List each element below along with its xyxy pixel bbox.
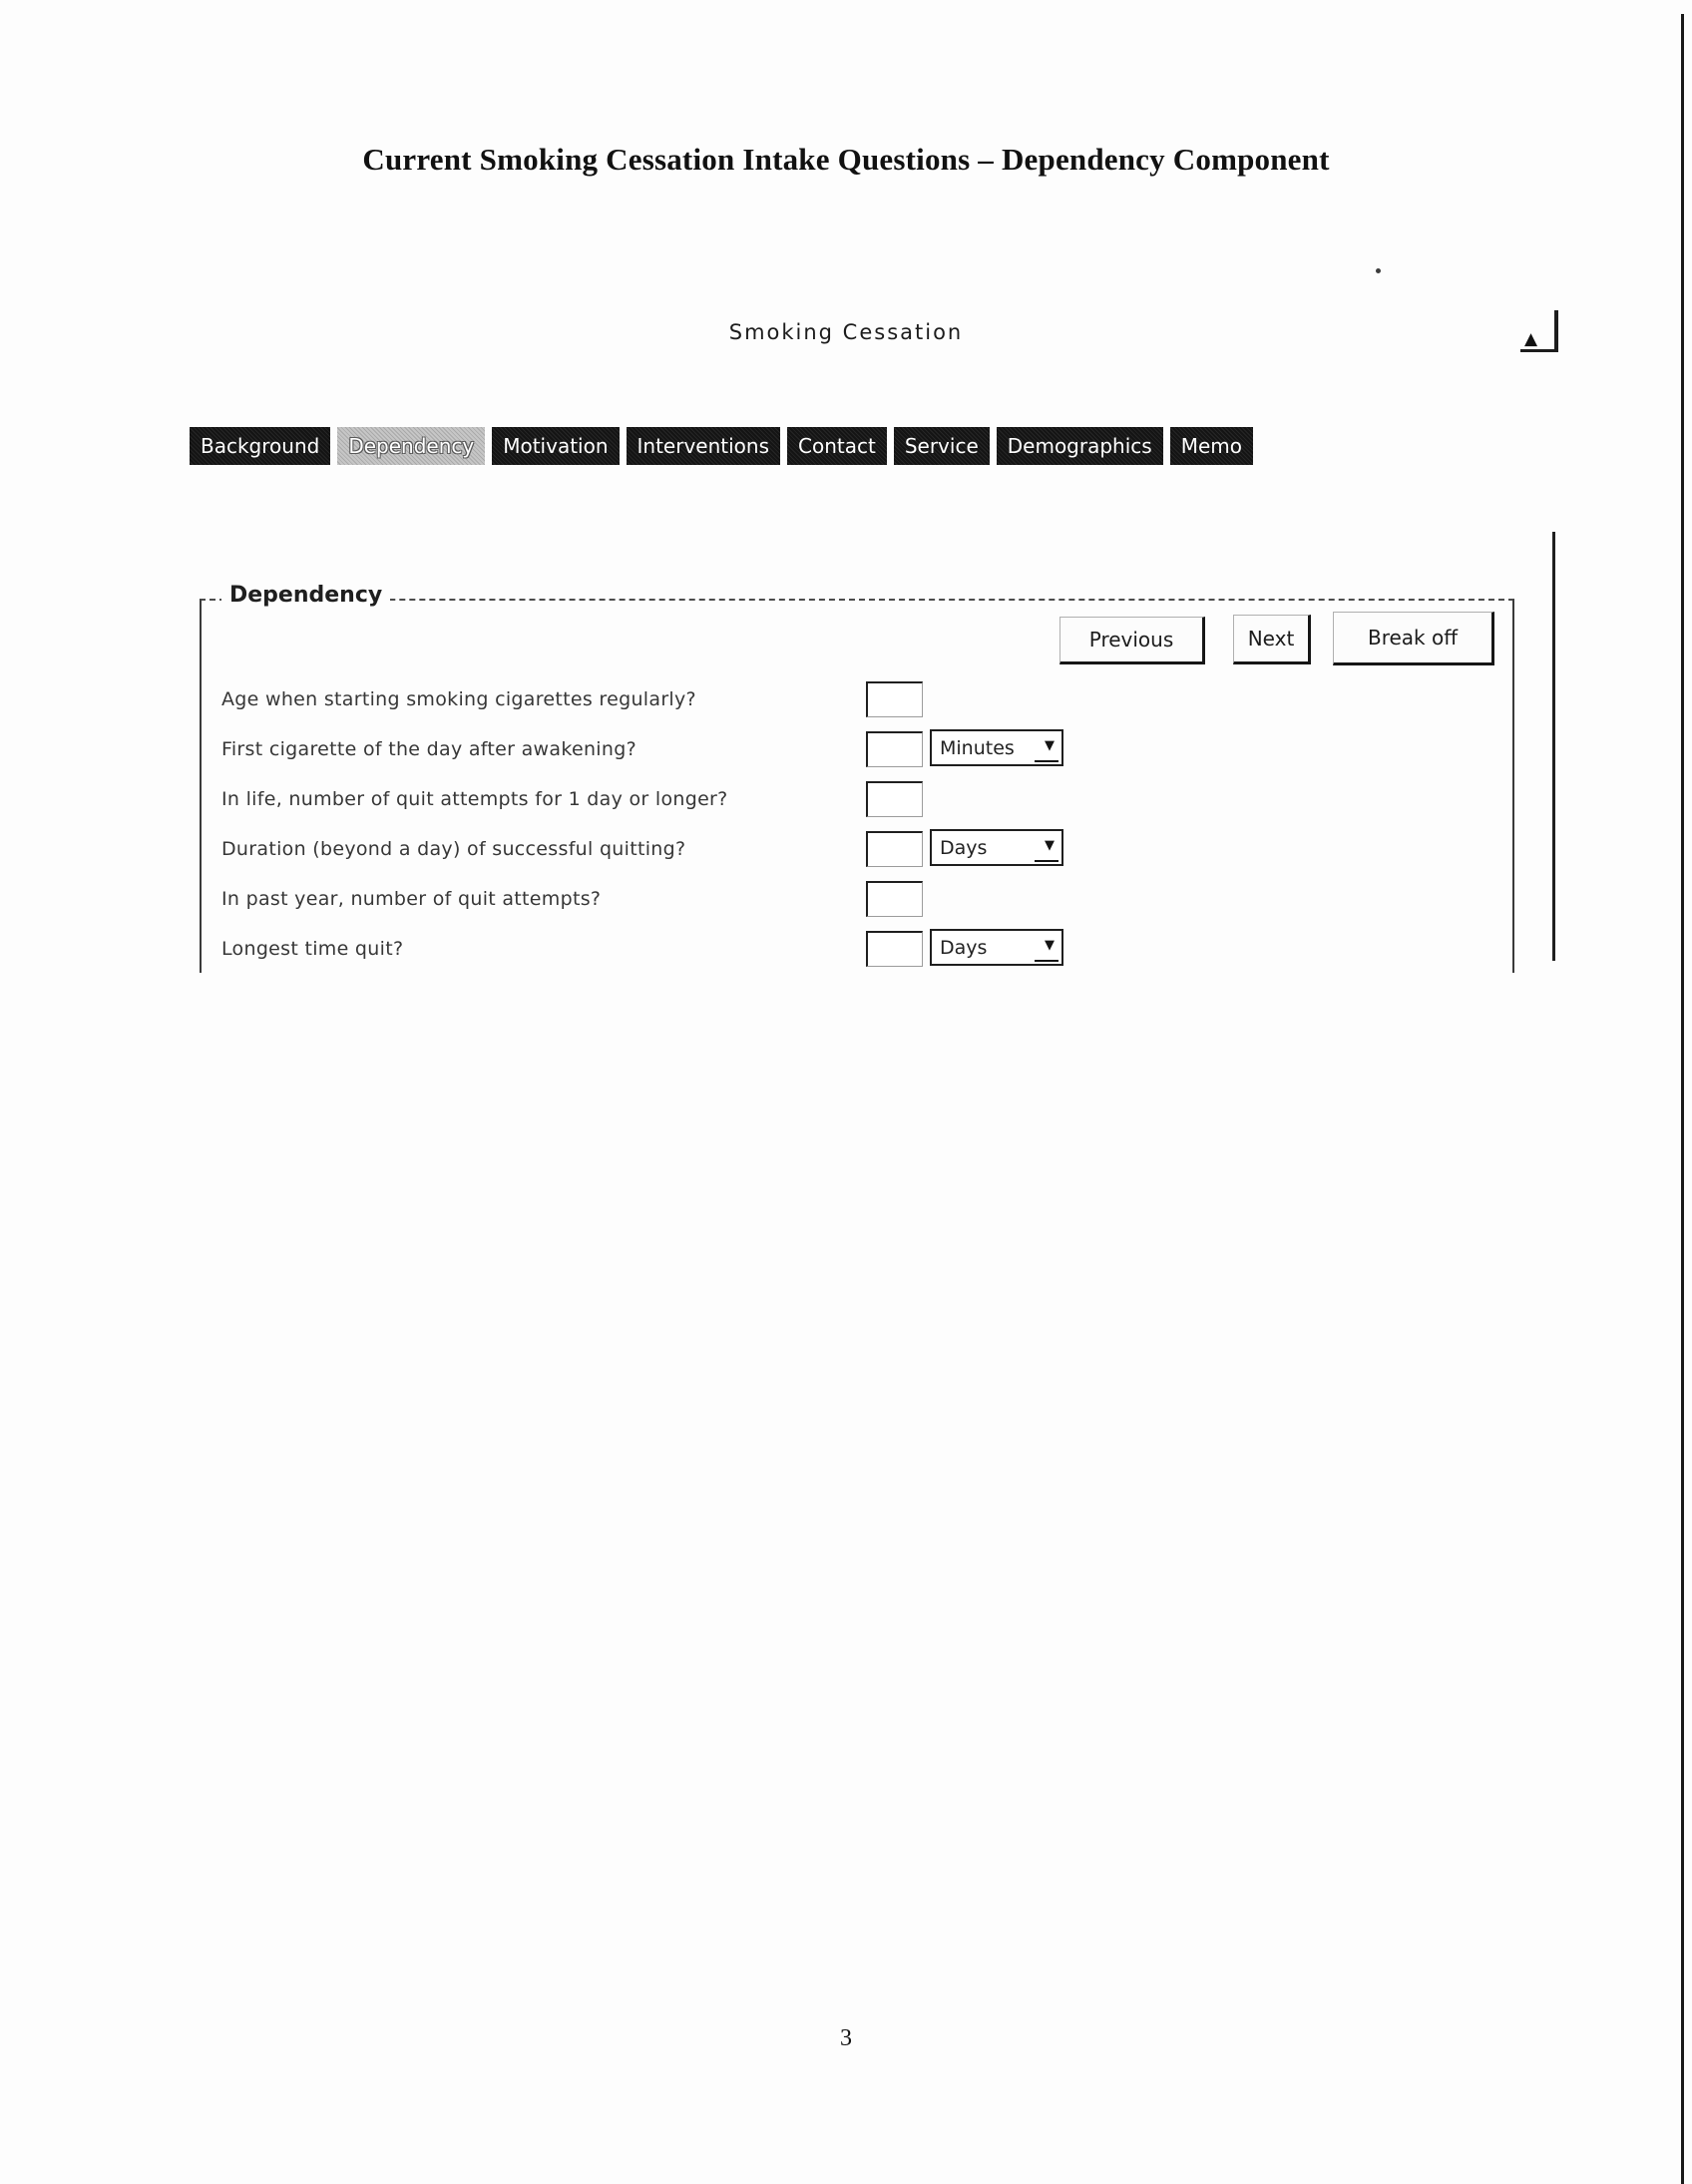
- previous-button[interactable]: Previous: [1059, 617, 1205, 664]
- page-number: 3: [840, 2025, 852, 2051]
- dropdown-arrow-icon: ▼: [1045, 738, 1055, 753]
- form-row: [221, 881, 1119, 919]
- quit-attempts-life-input[interactable]: [866, 781, 923, 817]
- dropdown-selected-value: Days: [940, 936, 988, 959]
- form-row: [221, 731, 1119, 769]
- form-row: [221, 781, 1119, 819]
- next-button[interactable]: Next: [1233, 615, 1311, 664]
- tab-interventions[interactable]: Interventions: [627, 427, 781, 465]
- dropdown-arrow-icon: ▼: [1045, 838, 1055, 853]
- group-box-legend: Dependency: [221, 583, 390, 608]
- question-label: In past year, number of quit attempts?: [221, 888, 602, 910]
- tab-background[interactable]: Background: [190, 427, 330, 465]
- question-label: Age when starting smoking cigarettes regularly?: [221, 688, 696, 710]
- break-off-button[interactable]: Break off: [1333, 612, 1494, 665]
- question-label: In life, number of quit attempts for 1 day or longer?: [221, 788, 728, 810]
- scan-dot-artifact: [1376, 268, 1381, 273]
- dropdown-arrow-icon: ▼: [1045, 938, 1055, 953]
- quit-duration-input[interactable]: [866, 831, 923, 867]
- document-title: Current Smoking Cessation Intake Questions – Dependency Component: [362, 142, 1330, 177]
- form-row: [221, 931, 1119, 969]
- days-dropdown[interactable]: [930, 829, 1063, 866]
- days-dropdown[interactable]: [930, 929, 1063, 966]
- app-heading: Smoking Cessation: [728, 320, 964, 344]
- question-label: Duration (beyond a day) of successful quitting?: [221, 838, 686, 860]
- page-edge-artifact: [1681, 14, 1684, 2184]
- question-label: Longest time quit?: [221, 938, 404, 960]
- tab-demographics[interactable]: Demographics: [997, 427, 1163, 465]
- first-cigarette-input[interactable]: [866, 731, 923, 767]
- quit-attempts-year-input[interactable]: [866, 881, 923, 917]
- scroll-up-icon: ▲: [1524, 329, 1538, 349]
- form-row: [221, 681, 1119, 719]
- window-border-line: [1552, 532, 1555, 961]
- form-row: [221, 831, 1119, 869]
- dropdown-button-edge: [1035, 960, 1058, 962]
- tab-dependency[interactable]: Dependency: [337, 427, 485, 465]
- dropdown-selected-value: Minutes: [940, 736, 1015, 759]
- minutes-dropdown[interactable]: [930, 729, 1063, 766]
- tab-motivation[interactable]: Motivation: [492, 427, 619, 465]
- tab-contact[interactable]: Contact: [787, 427, 887, 465]
- tab-memo[interactable]: Memo: [1170, 427, 1253, 465]
- dropdown-button-edge: [1035, 760, 1058, 762]
- dropdown-button-edge: [1035, 860, 1058, 862]
- dropdown-selected-value: Days: [940, 836, 988, 859]
- question-label: First cigarette of the day after awakening?: [221, 738, 636, 760]
- scroll-up-button[interactable]: [1520, 310, 1558, 352]
- tab-bar: [190, 427, 1253, 465]
- longest-quit-input[interactable]: [866, 931, 923, 967]
- age-started-input[interactable]: [866, 681, 923, 717]
- tab-service[interactable]: Service: [894, 427, 990, 465]
